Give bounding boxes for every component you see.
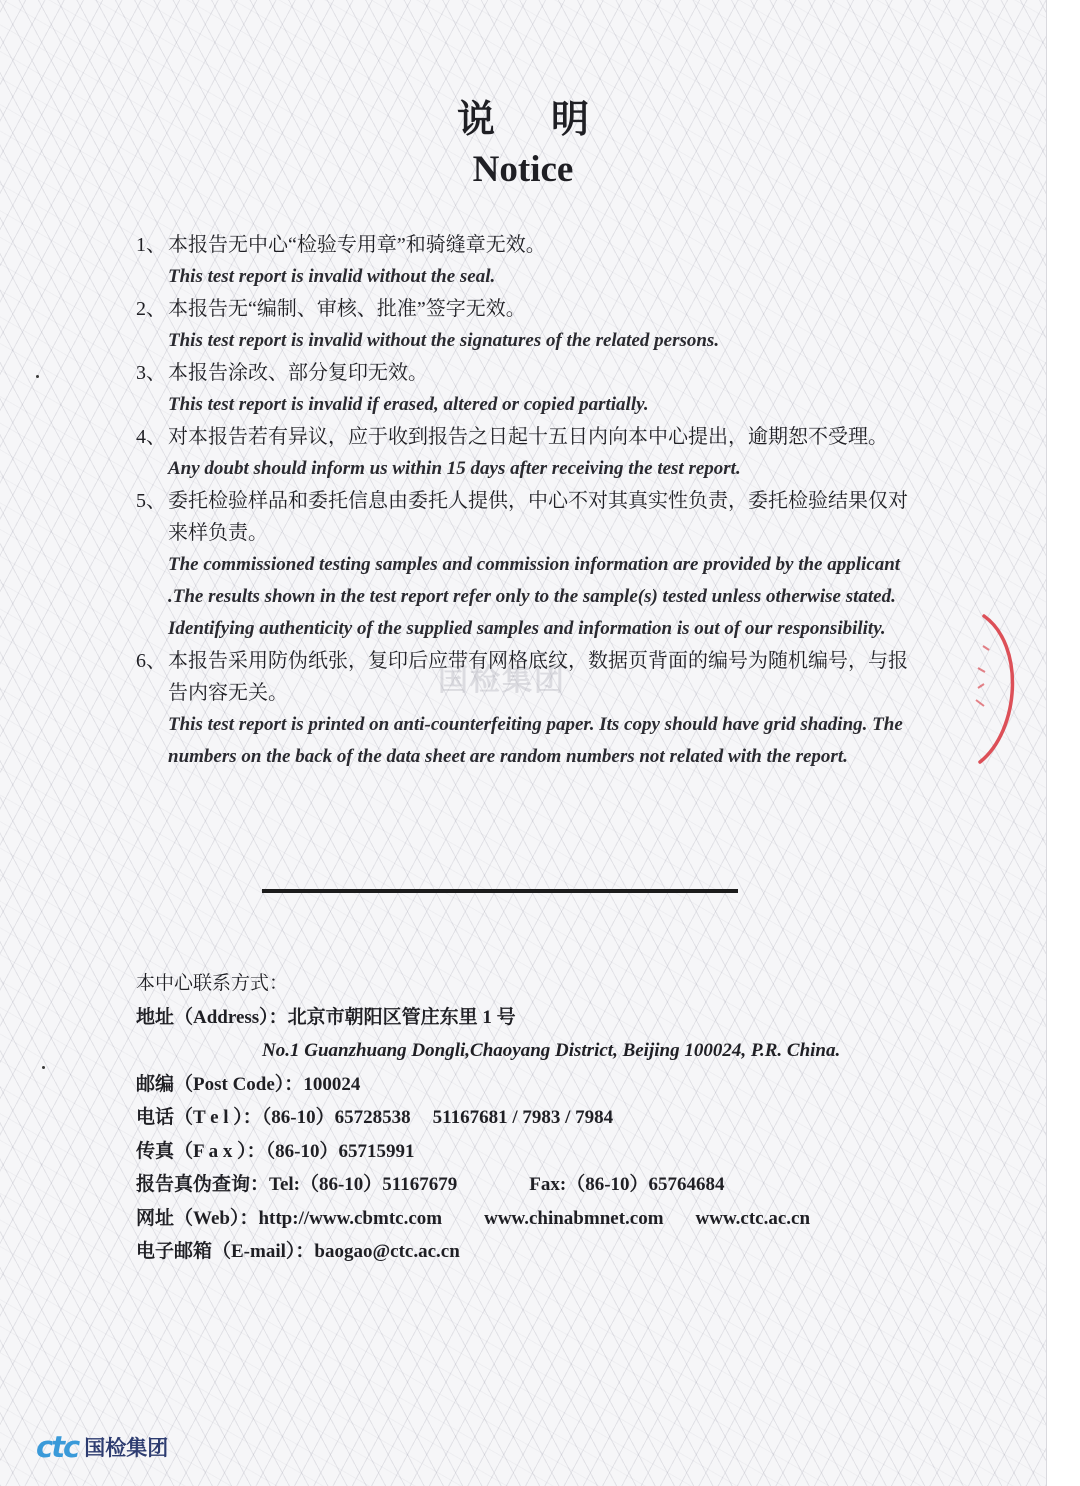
fax-row bbox=[136, 1135, 926, 1169]
web-label: 网址（Web）： bbox=[136, 1207, 259, 1229]
tel-row bbox=[136, 1101, 926, 1135]
notice-text-en: This test report is invalid without the seal. bbox=[168, 266, 496, 287]
notice-item bbox=[136, 229, 926, 293]
address-label: 地址（Address）： bbox=[136, 1006, 288, 1028]
notice-text-en: The commissioned testing samples and commission information are provided by the applicant .The results shown in the test report refer only to the sample(s) tested unless otherwise stated. Identifying authenticity of the supplied samples and information is out of our responsibility. bbox=[168, 554, 901, 639]
notice-text-en: Any doubt should inform us within 15 days after receiving the test report. bbox=[168, 458, 741, 479]
watermark-logo: 国检集团 bbox=[438, 663, 566, 698]
page-title-en: Notice bbox=[472, 149, 574, 190]
notice-text-cn: 本报告涂改、部分复印无效。 bbox=[168, 362, 428, 384]
fax-value: （86-10）65715991 bbox=[265, 1140, 415, 1162]
verify-fax: Fax:（86-10）65764684 bbox=[529, 1174, 725, 1195]
web-link: http://www.cbmtc.com bbox=[258, 1207, 443, 1229]
verify-row bbox=[136, 1168, 926, 1202]
web-link: www.chinabmnet.com bbox=[484, 1207, 664, 1229]
fax-label: 传真（F a x ）： bbox=[136, 1140, 266, 1162]
notice-text-cn: 本报告采用防伪纸张，复印后应带有网格底纹，数据页背面的编号为随机编号，与报告内容无关。 bbox=[168, 650, 908, 704]
notice-text-en: This test report is invalid without the signatures of the related persons. bbox=[168, 330, 720, 351]
email-row bbox=[136, 1235, 926, 1269]
web-row bbox=[136, 1202, 926, 1236]
email-label: 电子邮箱（E-mail）： bbox=[136, 1241, 315, 1262]
section-divider bbox=[262, 889, 738, 893]
verify-label: 报告真伪查询： bbox=[136, 1174, 270, 1195]
notice-number: 2、 bbox=[136, 298, 166, 320]
notice-text-cn: 本报告无中心“检验专用章”和骑缝章无效。 bbox=[168, 234, 546, 256]
notice-text-en: This test report is printed on anti-counterfeiting paper. Its copy should have grid shading. The numbers on the back of the data sheet are random numbers not related with the report. bbox=[168, 714, 903, 767]
notice-item bbox=[136, 645, 926, 773]
company-logo bbox=[36, 1432, 168, 1462]
notice-number: 4、 bbox=[136, 426, 166, 448]
postcode-row bbox=[136, 1068, 926, 1102]
red-seal-stamp bbox=[940, 610, 1060, 770]
notice-text-en: This test report is invalid if erased, altered or copied partially. bbox=[168, 394, 649, 415]
notice-text-cn: 对本报告若有异议，应于收到报告之日起十五日内向本中心提出，逾期恕不受理。 bbox=[168, 426, 888, 448]
notice-text-cn: 委托检验样品和委托信息由委托人提供，中心不对其真实性负责，委托检验结果仅对来样负责。 bbox=[168, 490, 908, 544]
company-name: 国检集团 bbox=[84, 1436, 169, 1460]
notice-item bbox=[136, 357, 926, 421]
notice-text-cn: 本报告无“编制、审核、批准”签字无效。 bbox=[168, 298, 526, 320]
postcode-value: 100024 bbox=[303, 1073, 361, 1095]
notice-item bbox=[136, 485, 926, 645]
contact-heading: 本中心联系方式： bbox=[136, 973, 289, 994]
verify-tel: Tel:（86-10）51167679 bbox=[269, 1174, 458, 1195]
address-cn: 北京市朝阳区管庄东里 1 号 bbox=[287, 1006, 516, 1028]
scan-mark bbox=[36, 375, 39, 378]
tel-value: （86-10）65728538 bbox=[261, 1107, 411, 1128]
tel-label: 电话（T e l ）： bbox=[136, 1107, 262, 1128]
notice-number: 1、 bbox=[136, 234, 166, 256]
notice-number: 3、 bbox=[136, 362, 166, 384]
ctc-logo-mark: ctc bbox=[36, 1430, 79, 1464]
web-link: www.ctc.ac.cn bbox=[695, 1207, 811, 1229]
notice-number: 6、 bbox=[136, 650, 166, 672]
notice-number: 5、 bbox=[136, 490, 166, 512]
notice-item bbox=[136, 421, 926, 485]
page-title-cn: 说明 bbox=[456, 99, 645, 141]
postcode-label: 邮编（Post Code）： bbox=[136, 1073, 304, 1095]
notice-list bbox=[136, 229, 926, 773]
notice-item bbox=[136, 293, 926, 357]
email-value: baogao@ctc.ac.cn bbox=[314, 1241, 460, 1262]
tel-extensions: 51167681 / 7983 / 7984 bbox=[432, 1107, 614, 1128]
address-en: No.1 Guanzhuang Dongli,Chaoyang District, Beijing 100024, P.R. China. bbox=[262, 1040, 841, 1061]
scan-mark bbox=[42, 1066, 45, 1069]
address-row bbox=[136, 1001, 926, 1035]
contact-section bbox=[136, 967, 926, 1269]
